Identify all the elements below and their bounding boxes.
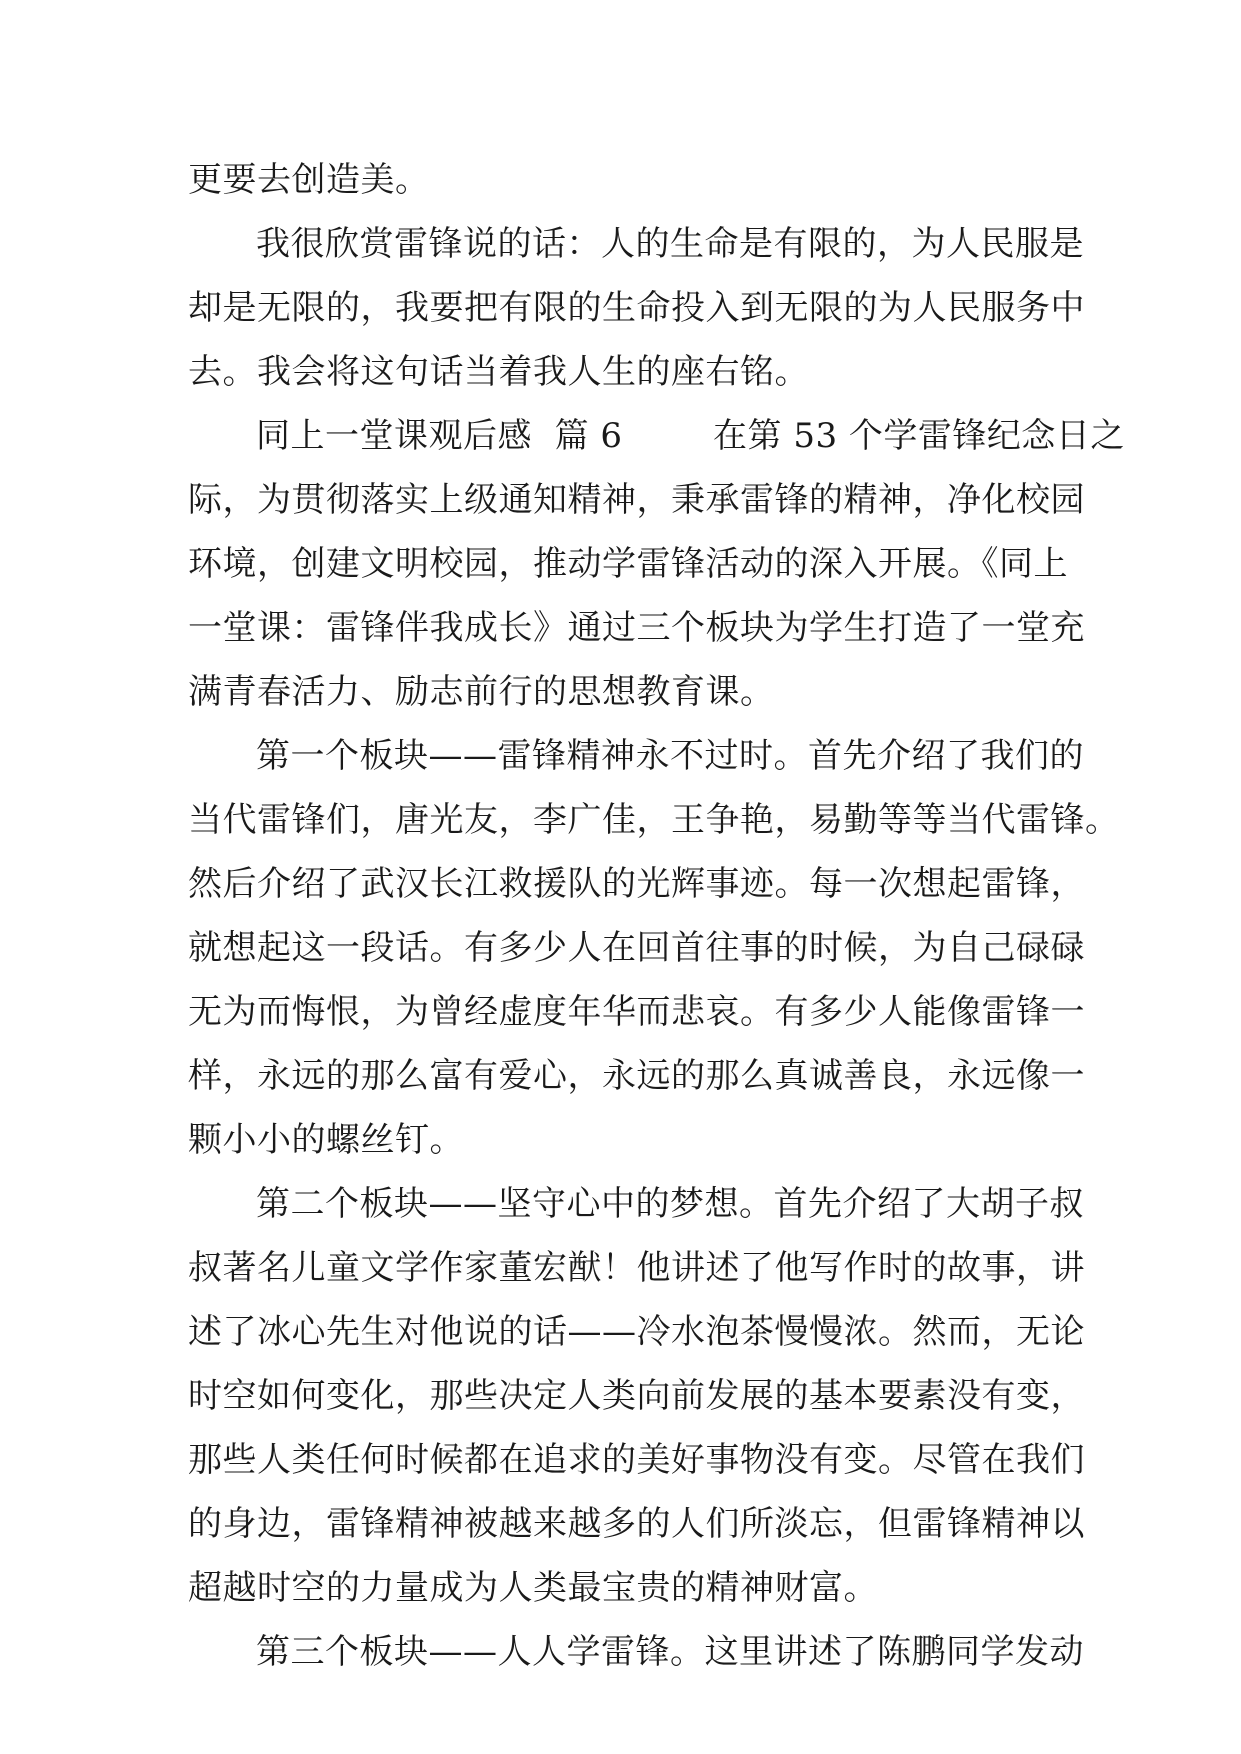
text-line: 就想起这一段话。有多少人在回首往事的时候，为自己碌碌 [188, 928, 1085, 968]
text-line: 述了冰心先生对他说的话——冷水泡茶慢慢浓。然而，无论 [188, 1312, 1085, 1352]
text-line: 第二个板块——坚守心中的梦想。首先介绍了大胡子叔 [256, 1184, 1084, 1224]
text-line: 颗小小的螺丝钉。 [188, 1120, 464, 1160]
text-line: 去。我会将这句话当着我人生的座右铭。 [188, 352, 809, 392]
text-line: 第一个板块——雷锋精神永不过时。首先介绍了我们的 [256, 736, 1084, 776]
text-line: 际，为贯彻落实上级通知精神，秉承雷锋的精神，净化校园 [188, 480, 1085, 520]
text-line: 时空如何变化，那些决定人类向前发展的基本要素没有变， [188, 1376, 1085, 1416]
text-line: 同上一堂课观后感 篇 6 在第 53 个学雷锋纪念日之 [256, 416, 1125, 456]
text-line: 一堂课：雷锋伴我成长》通过三个板块为学生打造了一堂充 [188, 608, 1085, 648]
text-line: 样，永远的那么富有爱心，永远的那么真诚善良，永远像一 [188, 1056, 1085, 1096]
text-line: 叔著名儿童文学作家董宏猷！他讲述了他写作时的故事，讲 [188, 1248, 1085, 1288]
text-line: 我很欣赏雷锋说的话：人的生命是有限的，为人民服是 [256, 224, 1084, 264]
text-line: 环境，创建文明校园，推动学雷锋活动的深入开展。《同上 [188, 544, 1068, 584]
text-line: 当代雷锋们，唐光友，李广佳，王争艳，易勤等等当代雷锋。 [188, 800, 1120, 840]
text-line: 超越时空的力量成为人类最宝贵的精神财富。 [188, 1568, 878, 1608]
text-line: 然后介绍了武汉长江救援队的光辉事迹。每一次想起雷锋， [188, 864, 1085, 904]
text-line: 第三个板块——人人学雷锋。这里讲述了陈鹏同学发动 [256, 1632, 1084, 1672]
text-line: 更要去创造美。 [188, 160, 430, 200]
text-line: 无为而悔恨，为曾经虚度年华而悲哀。有多少人能像雷锋一 [188, 992, 1085, 1032]
text-line: 的身边，雷锋精神被越来越多的人们所淡忘，但雷锋精神以 [188, 1504, 1085, 1544]
document-body [188, 148, 1125, 1684]
text-line: 那些人类任何时候都在追求的美好事物没有变。尽管在我们 [188, 1440, 1085, 1480]
text-line: 却是无限的，我要把有限的生命投入到无限的为人民服务中 [188, 288, 1085, 328]
text-line: 满青春活力、励志前行的思想教育课。 [188, 672, 775, 712]
